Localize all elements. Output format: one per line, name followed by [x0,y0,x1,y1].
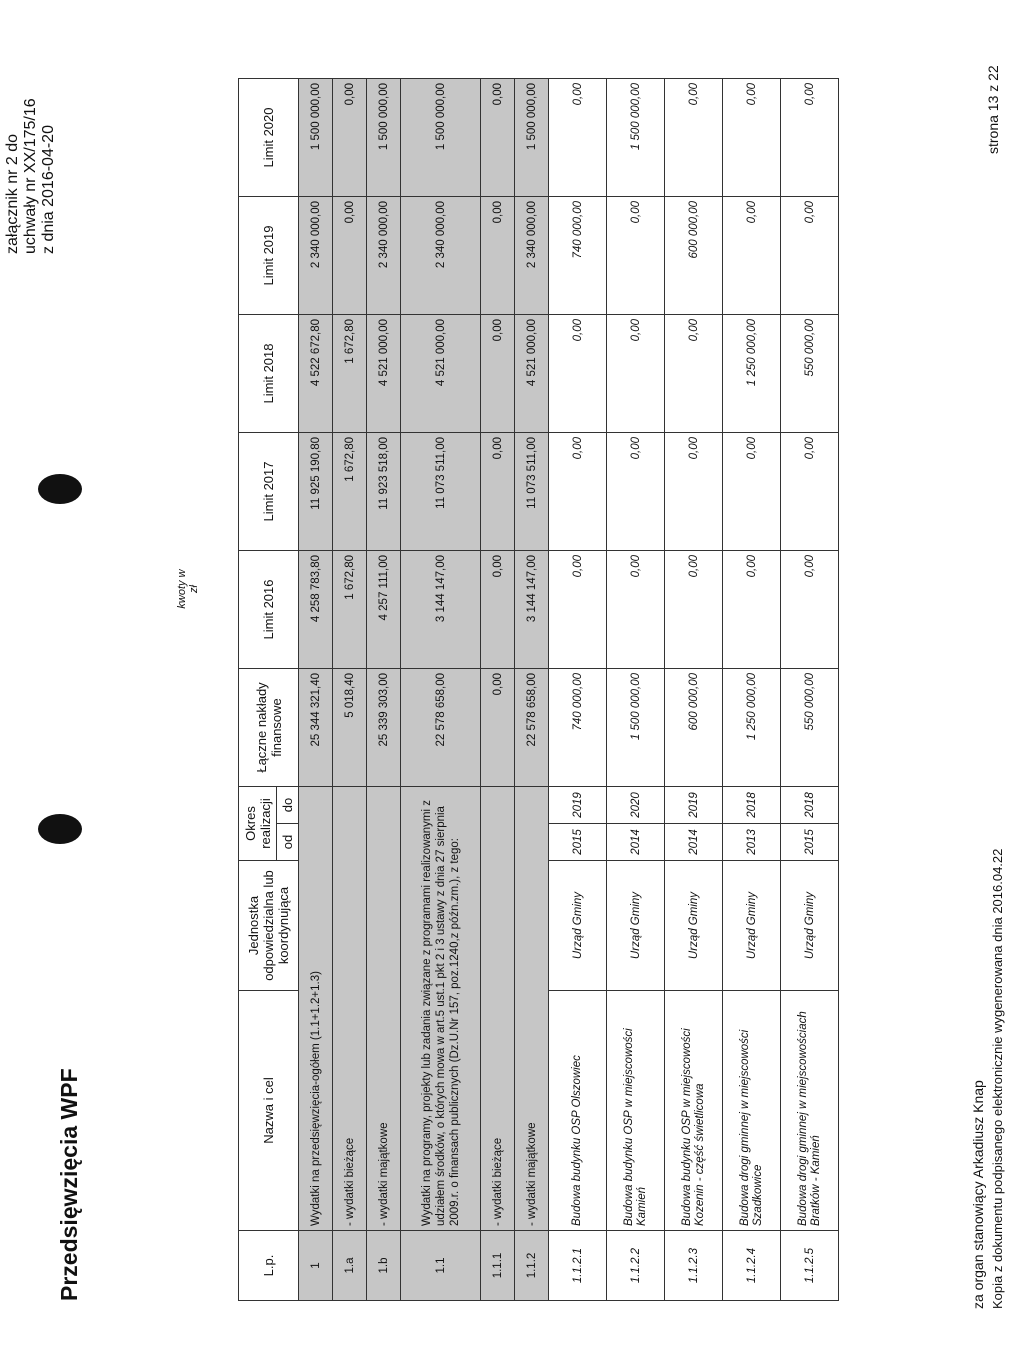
cell-name: Budowa budynku OSP w miejscowości Kamień [607,991,665,1231]
cell-l2018: 4 521 000,00 [401,314,481,432]
cell-l2018: 0,00 [481,314,515,432]
attachment-note [4,9,58,254]
summary-row [299,78,333,1300]
cell-from: 2014 [607,824,665,861]
cell-total: 600 000,00 [665,668,723,786]
cell-name: - wydatki majątkowe [367,786,401,1230]
cell-l2020: 1 500 000,00 [607,78,665,196]
cell-l2017: 1 672,80 [333,432,367,550]
cell-l2019: 2 340 000,00 [515,196,549,314]
cell-total: 1 500 000,00 [607,668,665,786]
cell-l2020: 0,00 [781,78,839,196]
cell-l2020: 0,00 [723,78,781,196]
cell-l2020: 1 500 000,00 [401,78,481,196]
summary-row [481,78,515,1300]
cell-l2017: 0,00 [723,432,781,550]
cell-total: 22 578 658,00 [515,668,549,786]
cell-name: - wydatki majątkowe [515,786,549,1230]
detail-row [665,78,723,1300]
cell-l2018: 0,00 [549,314,607,432]
cell-total: 0,00 [481,668,515,786]
cell-lp: 1.1 [401,1231,481,1301]
summary-row [333,78,367,1300]
cell-l2020: 0,00 [481,78,515,196]
header-unit: Jednostka odpowiedzialna lub koordynująca [239,861,299,991]
cell-l2019: 600 000,00 [665,196,723,314]
cell-from: 2015 [781,824,839,861]
cell-from: 2013 [723,824,781,861]
cell-l2016: 0,00 [549,550,607,668]
cell-l2020: 1 500 000,00 [367,78,401,196]
cell-l2018: 4 521 000,00 [515,314,549,432]
cell-l2017: 0,00 [481,432,515,550]
cell-l2017: 0,00 [549,432,607,550]
cell-lp: 1.a [333,1231,367,1301]
cell-to: 2020 [607,786,665,823]
cell-l2016: 3 144 147,00 [515,550,549,668]
cell-l2016: 1 672,80 [333,550,367,668]
header-total: Łączne nakłady finansowe [239,668,299,786]
cell-l2018: 1 672,80 [333,314,367,432]
cell-l2016: 3 144 147,00 [401,550,481,668]
detail-row [781,78,839,1300]
cell-l2017: 11 923 518,00 [367,432,401,550]
header-to: do [277,786,299,823]
cell-l2018: 4 521 000,00 [367,314,401,432]
detail-row [607,78,665,1300]
header-limit-2016: Limit 2016 [239,550,299,668]
cell-name: - wydatki bieżące [481,786,515,1230]
cell-l2018: 4 522 672,80 [299,314,333,432]
cell-l2018: 1 250 000,00 [723,314,781,432]
cell-l2019: 0,00 [607,196,665,314]
page-title: Przedsięwzięcia WPF [56,1068,82,1301]
detail-row [723,78,781,1300]
attachment-line: załącznik nr 2 do [4,133,21,254]
cell-l2018: 0,00 [665,314,723,432]
cell-from: 2015 [549,824,607,861]
cell-total: 25 344 321,40 [299,668,333,786]
cell-total: 1 250 000,00 [723,668,781,786]
summary-row [367,78,401,1300]
cell-total: 740 000,00 [549,668,607,786]
cell-lp: 1.1.2.5 [781,1231,839,1301]
units-note: kwoty w zł [176,569,200,609]
cell-l2019: 2 340 000,00 [367,196,401,314]
copy-note: Kopia z dokumentu podpisanego elektronicznie wygenerowana dnia 2016.04.22 [990,848,1005,1309]
wpf-table [238,78,839,1301]
cell-l2020: 0,00 [333,78,367,196]
cell-unit: Urząd Gminy [549,861,607,991]
punch-hole [38,474,82,504]
cell-l2019: 0,00 [481,196,515,314]
summary-row [401,78,481,1300]
cell-to: 2018 [781,786,839,823]
punch-hole [38,814,82,844]
page-number: strona 13 z 22 [985,65,1001,154]
cell-l2017: 11 073 511,00 [515,432,549,550]
cell-l2020: 0,00 [665,78,723,196]
cell-name: Budowa drogi gminnej w miejscowości Szadkowice [723,991,781,1231]
header-from: od [277,824,299,861]
attachment-line: z dnia 2016-04-20 [40,125,57,254]
header-lp: L.p. [239,1231,299,1301]
cell-name: Budowa budynku OSP w miejscowości Kozenin - część świetlicowa [665,991,723,1231]
cell-unit: Urząd Gminy [723,861,781,991]
cell-name: Wydatki na programy, projekty lub zadania związane z programami realizowanymi z udziałem środków, o których mowa w art.5 ust.1 pkt 2 i 3 ustawy z dnia 27 sierpnia 2009.r. o finansach publicznych (Dz.U.Nr 157, poz.1240,z późn.zm.), z tego: [401,786,481,1230]
cell-name: - wydatki bieżące [333,786,367,1230]
cell-lp: 1 [299,1231,333,1301]
header-limit-2017: Limit 2017 [239,432,299,550]
cell-from: 2014 [665,824,723,861]
cell-l2017: 0,00 [665,432,723,550]
summary-row [515,78,549,1300]
cell-to: 2018 [723,786,781,823]
header-limit-2018: Limit 2018 [239,314,299,432]
attachment-line: uchwały nr XX/175/16 [22,98,39,254]
cell-name: Budowa budynku OSP Olszowiec [549,991,607,1231]
signature-line: za organ stanowiący Arkadiusz Knap [970,1080,986,1309]
cell-unit: Urząd Gminy [781,861,839,991]
detail-row [549,78,607,1300]
cell-l2016: 0,00 [607,550,665,668]
cell-l2020: 1 500 000,00 [515,78,549,196]
cell-total: 5 018,40 [333,668,367,786]
header-name: Nazwa i cel [239,991,299,1231]
cell-l2016: 0,00 [723,550,781,668]
cell-total: 22 578 658,00 [401,668,481,786]
cell-name: Budowa drogi gminnej w miejscowościach Bratków - Kamień [781,991,839,1231]
cell-l2019: 2 340 000,00 [401,196,481,314]
cell-l2020: 1 500 000,00 [299,78,333,196]
cell-total: 25 339 303,00 [367,668,401,786]
cell-l2019: 0,00 [333,196,367,314]
cell-to: 2019 [549,786,607,823]
cell-l2017: 11 073 511,00 [401,432,481,550]
cell-l2019: 0,00 [723,196,781,314]
cell-lp: 1.b [367,1231,401,1301]
cell-lp: 1.1.2 [515,1231,549,1301]
header-period: Okres realizacji [239,786,277,860]
cell-l2016: 4 258 783,80 [299,550,333,668]
cell-unit: Urząd Gminy [665,861,723,991]
cell-l2020: 0,00 [549,78,607,196]
header-limit-2019: Limit 2019 [239,196,299,314]
cell-l2017: 11 925 190,80 [299,432,333,550]
cell-name: Wydatki na przedsięwzięcia-ogółem (1.1+1.2+1.3) [299,786,333,1230]
cell-l2016: 0,00 [665,550,723,668]
cell-l2016: 4 257 111,00 [367,550,401,668]
cell-l2017: 0,00 [607,432,665,550]
cell-lp: 1.1.2.4 [723,1231,781,1301]
cell-unit: Urząd Gminy [607,861,665,991]
cell-lp: 1.1.2.2 [607,1231,665,1301]
cell-total: 550 000,00 [781,668,839,786]
cell-lp: 1.1.1 [481,1231,515,1301]
cell-lp: 1.1.2.1 [549,1231,607,1301]
cell-l2016: 0,00 [781,550,839,668]
cell-l2018: 0,00 [607,314,665,432]
cell-l2019: 740 000,00 [549,196,607,314]
cell-l2016: 0,00 [481,550,515,668]
cell-l2019: 2 340 000,00 [299,196,333,314]
cell-l2017: 0,00 [781,432,839,550]
cell-l2018: 550 000,00 [781,314,839,432]
cell-lp: 1.1.2.3 [665,1231,723,1301]
cell-to: 2019 [665,786,723,823]
cell-l2019: 0,00 [781,196,839,314]
header-limit-2020: Limit 2020 [239,78,299,196]
